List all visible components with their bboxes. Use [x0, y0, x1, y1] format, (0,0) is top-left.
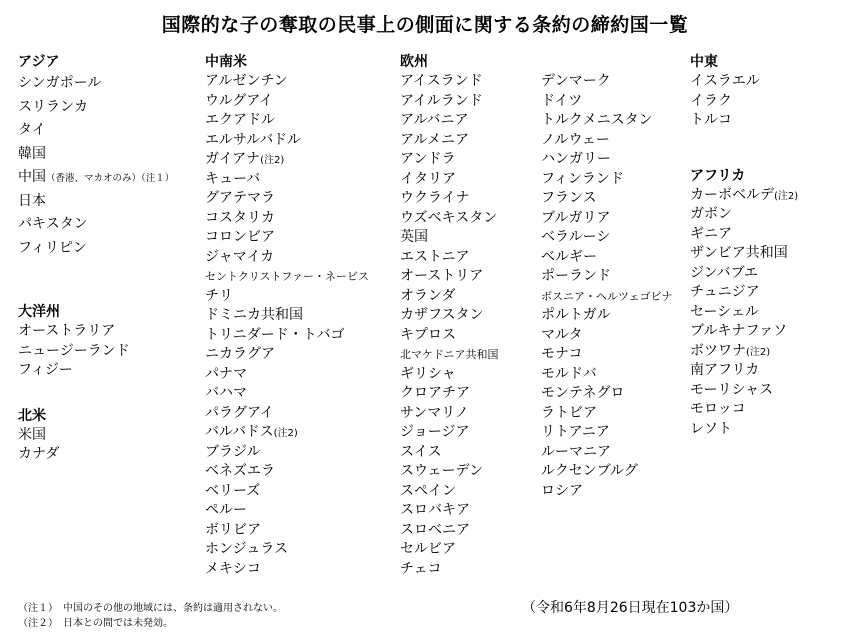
country-item: フランス: [541, 190, 597, 206]
country-item: パラグアイ: [205, 404, 274, 421]
country-item-botswana: [690, 342, 845, 362]
country-item: ペルー: [205, 502, 247, 518]
region-heading-latin-america: 中南米: [205, 54, 247, 70]
country-item: スリランカ: [18, 98, 88, 115]
country-item: セーシェル: [690, 303, 759, 320]
region-heading-north-america: 北米: [18, 407, 46, 424]
country-item-cabo-verde: [690, 186, 845, 206]
country-item: オーストリア: [400, 268, 484, 284]
region-north-america: [18, 406, 198, 465]
column-europe-2: [541, 72, 681, 501]
country-item: セルビア: [400, 541, 456, 557]
country-item: ボリビア: [205, 521, 261, 538]
footnote-2: （注２） 日本との間では未発効。: [18, 618, 173, 629]
country-item: ポーランド: [541, 268, 611, 284]
country-item: ジンバブエ: [690, 264, 758, 281]
country-item-china: [18, 166, 198, 190]
country-item: ラトビア: [541, 404, 597, 421]
note2-marker: (注2): [774, 190, 799, 202]
region-heading-oceania: 大洋州: [18, 304, 60, 320]
spacer: [18, 381, 198, 406]
country-item: パキスタン: [18, 216, 88, 232]
country-item: ブラジル: [205, 443, 261, 460]
country-item: モルドバ: [541, 365, 597, 382]
country-item: オーストラリア: [18, 323, 116, 339]
country-item: スロベニア: [400, 521, 470, 538]
country-item: エルサルバドル: [205, 131, 302, 148]
country-item: ニュージーランド: [18, 342, 130, 359]
country-item: トリニダード・トバゴ: [205, 326, 345, 343]
country-item: ルクセンブルグ: [541, 463, 638, 479]
country-item: トルコ: [690, 112, 732, 128]
country-item: スペイン: [400, 482, 456, 499]
country-item: パナマ: [205, 365, 247, 382]
country-item: 韓国: [18, 145, 46, 162]
country-item: ザンビア共和国: [690, 245, 788, 261]
region-heading-africa: アフリカ: [690, 167, 746, 184]
region-africa: [690, 166, 845, 440]
country-item: ガボン: [690, 206, 732, 222]
country-item: フィリピン: [18, 239, 87, 256]
country-item: 米国: [18, 426, 46, 443]
region-oceania: [18, 302, 198, 381]
country-item: ギリシャ: [400, 365, 456, 382]
country-item: イタリア: [400, 170, 456, 187]
country-item: キプロス: [400, 326, 456, 343]
region-heading-middle-east: 中東: [690, 54, 718, 70]
country-item: エストニア: [400, 248, 470, 265]
country-item: チェコ: [400, 560, 442, 577]
country-item: スロバキア: [400, 502, 470, 518]
country-item: フィジー: [18, 362, 73, 378]
country-item: イスラエル: [690, 73, 760, 89]
country-item: アイルランド: [400, 92, 483, 109]
region-heading-asia: アジア: [18, 54, 60, 70]
country-name: ボツワナ: [690, 342, 746, 359]
country-item: ベルギー: [541, 248, 597, 265]
country-item: セントクリストファー・ネービス: [205, 270, 370, 283]
country-item: カナダ: [18, 446, 60, 462]
country-item: コロンビア: [205, 229, 275, 245]
column-asia-oceania-northamerica: [18, 52, 198, 465]
country-item: コスタリカ: [205, 209, 275, 226]
country-item: ノルウェー: [541, 131, 610, 148]
country-item: アイスランド: [400, 73, 483, 89]
country-item: デンマーク: [541, 73, 611, 89]
country-item: スイス: [400, 443, 442, 460]
country-item: オランダ: [400, 287, 456, 304]
country-name: ガイアナ: [205, 151, 261, 167]
column-latin-america: [205, 52, 395, 579]
country-item: ルーマニア: [541, 443, 611, 460]
country-item: ホンジュラス: [205, 541, 288, 557]
country-item: ベラルーシ: [541, 229, 611, 245]
country-item: チリ: [205, 287, 233, 304]
country-item: キューバ: [205, 170, 261, 187]
country-item: タイ: [18, 122, 46, 138]
country-item: ジャマイカ: [205, 248, 275, 265]
region-asia: [18, 52, 198, 260]
country-item: カザフスタン: [400, 307, 484, 323]
country-item: モナコ: [541, 346, 583, 362]
country-item: エクアドル: [205, 112, 275, 128]
note2-marker: (注2): [746, 346, 771, 358]
country-item: チュニジア: [690, 284, 760, 300]
country-item: トルクメニスタン: [541, 112, 653, 128]
country-item: ドイツ: [541, 92, 583, 109]
country-item-barbados: [205, 423, 395, 443]
country-item: バハマ: [205, 385, 247, 401]
country-name: 中国: [18, 169, 46, 185]
country-item: アンドラ: [400, 151, 456, 167]
country-item: グアテマラ: [205, 190, 275, 206]
as-of-date: （令和6年8月26日現在103か国）: [522, 600, 739, 616]
footnote-1: （注１） 中国のその他の地域には、条約は適用されない。: [18, 603, 283, 614]
country-item: ブルガリア: [541, 209, 611, 226]
country-item: フィンランド: [541, 170, 624, 187]
country-item: マルタ: [541, 326, 583, 343]
country-item: ウクライナ: [400, 190, 470, 206]
country-item: モーリシャス: [690, 381, 774, 398]
country-item: ウズベキスタン: [400, 209, 498, 226]
note2-marker: (注2): [273, 428, 298, 439]
country-item: ニカラグア: [205, 346, 275, 362]
country-item: リトアニア: [541, 424, 610, 440]
country-item: アルバニア: [400, 112, 469, 128]
country-item-guyana: [205, 150, 395, 170]
country-item: モロッコ: [690, 401, 746, 417]
country-item: ハンガリー: [541, 151, 611, 167]
country-item: ジョージア: [400, 424, 470, 440]
china-note: （香港、マカオのみ）（注１）: [46, 173, 175, 184]
country-item: メキシコ: [205, 560, 261, 577]
country-item: クロアチア: [400, 385, 470, 401]
country-item: ギニア: [690, 225, 732, 242]
country-name: カーボベルデ: [690, 186, 774, 203]
spacer: [690, 131, 845, 166]
region-heading-europe: 欧州: [400, 54, 428, 70]
country-item: レソト: [690, 420, 732, 437]
country-item: ブルキナファソ: [690, 323, 788, 339]
column-middleeast-africa: [690, 52, 845, 439]
country-item: 北マケドニア共和国: [400, 348, 499, 361]
country-item: 日本: [18, 192, 46, 209]
country-item: アルゼンチン: [205, 73, 288, 89]
spacer: [18, 260, 198, 302]
country-item: 南アフリカ: [690, 362, 760, 378]
country-item: スウェーデン: [400, 463, 484, 479]
country-item: 英国: [400, 229, 428, 245]
region-middle-east: [690, 52, 845, 131]
country-item: ドミニカ共和国: [205, 307, 303, 323]
country-name: バルバドス: [205, 424, 274, 440]
country-item: ポルトガル: [541, 307, 611, 323]
country-item: ボスニア・ヘルツェゴビナ: [541, 289, 673, 303]
country-item: イラク: [690, 92, 732, 109]
country-item: シンガポール: [18, 75, 102, 91]
country-item: モンテネグロ: [541, 385, 625, 401]
country-item: ベリーズ: [205, 482, 261, 499]
country-item: アルメニア: [400, 131, 470, 148]
country-item: ロシア: [541, 482, 583, 499]
column-europe-1: [400, 52, 540, 579]
page-title: 国際的な子の奪取の民事上の側面に関する条約の締約国一覧: [161, 14, 689, 36]
note2-marker: (注2): [260, 155, 285, 166]
country-item: ウルグアイ: [205, 92, 274, 109]
country-item: サンマリノ: [400, 404, 469, 421]
country-item: ベネズエラ: [205, 463, 275, 479]
